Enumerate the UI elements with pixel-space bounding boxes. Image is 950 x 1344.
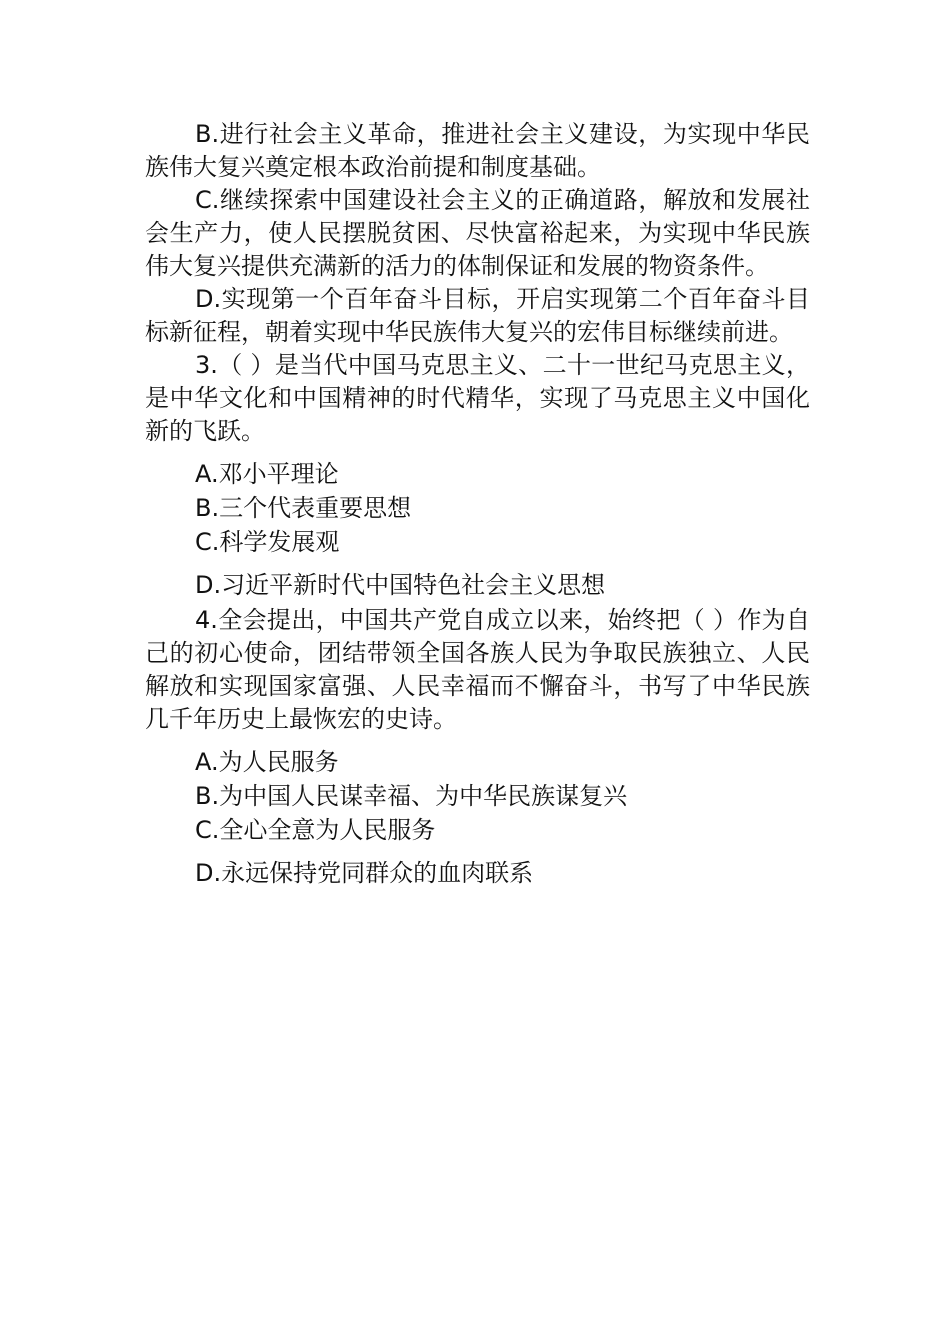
q2-option-d: D.实现第一个百年奋斗目标，开启实现第二个百年奋斗目标新征程，朝着实现中华民族伟大复兴的宏伟目标继续前进。 [145,285,810,346]
q3-option-d: D.习近平新时代中国特色社会主义思想 [195,571,606,599]
q2-option-c: C.继续探索中国建设社会主义的正确道路，解放和发展社会生产力，使人民摆脱贫困、尽快富裕起来，为实现中华民族伟大复兴提供充满新的活力的体制保证和发展的物资条件。 [145,186,810,280]
document-body [145,118,810,890]
q3-stem: 3.（ ）是当代中国马克思主义、二十一世纪马克思主义，是中华文化和中国精神的时代精华，实现了马克思主义中国化新的飞跃。 [145,351,810,445]
q4-option-c: C.全心全意为人民服务 [195,816,436,844]
q3-option-b: B.三个代表重要思想 [195,494,412,522]
q4-option-d: D.永远保持党同群众的血肉联系 [195,859,534,887]
q4-option-b: B.为中国人民谋幸福、为中华民族谋复兴 [195,782,628,810]
q2-option-b: B.进行社会主义革命，推进社会主义建设，为实现中华民族伟大复兴奠定根本政治前提和制度基础。 [145,120,810,181]
q4-stem: 4.全会提出，中国共产党自成立以来，始终把（ ）作为自己的初心使命，团结带领全国各族人民为争取民族独立、人民解放和实现国家富强、人民幸福而不懈奋斗，书写了中华民族几千年历史上最恢宏的史诗。 [145,606,810,733]
q3-option-a: A.邓小平理论 [195,460,339,488]
q4-option-a: A.为人民服务 [195,748,339,776]
q3-option-c: C.科学发展观 [195,528,340,556]
